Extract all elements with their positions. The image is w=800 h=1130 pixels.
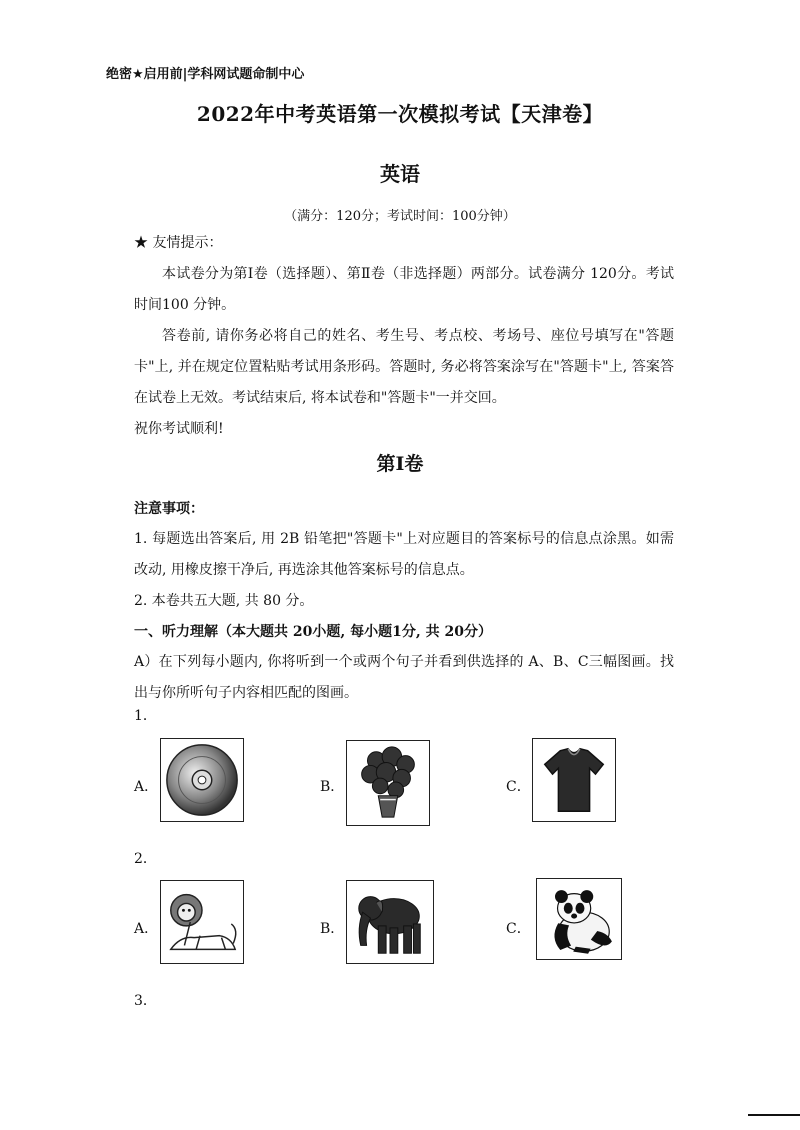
section-title: 第Ⅰ卷 bbox=[376, 453, 424, 475]
option-label: A． bbox=[134, 779, 159, 795]
notice-item-2: 2. 本卷共五大题, 共 80 分。 bbox=[134, 593, 314, 609]
footer-rule bbox=[748, 1114, 800, 1116]
elephant-icon[interactable] bbox=[346, 880, 434, 964]
exam-title: 2022年中考英语第一次模拟考试【天津卷】 bbox=[196, 102, 604, 126]
option-label: C． bbox=[506, 779, 531, 795]
option-label: B． bbox=[320, 779, 345, 795]
option-label: B． bbox=[320, 921, 345, 937]
notice-item-1: 1. 每题选出答案后, 用 2B 铅笔把"答题卡"上对应题目的答案标号的信息点涂黑。如需改动, 用橡皮擦干净后, 再选涂其他答案标号的信息点。 bbox=[134, 531, 674, 578]
t-shirt-icon[interactable] bbox=[532, 738, 616, 822]
question-number: 2． bbox=[134, 851, 157, 867]
tips-wish: 祝你考试顺利! bbox=[134, 421, 224, 437]
question-number: 1． bbox=[134, 708, 157, 724]
option-label: C． bbox=[506, 921, 531, 937]
lion-icon[interactable] bbox=[160, 880, 244, 964]
panda-icon[interactable] bbox=[536, 878, 622, 960]
tips-paragraph-1: 本试卷分为第Ⅰ卷（选择题）、第Ⅱ卷（非选择题）两部分。试卷满分 120分。考试时间100 分钟。 bbox=[134, 266, 674, 313]
notice-heading: 注意事项： bbox=[134, 501, 204, 517]
cd-disc-icon[interactable] bbox=[160, 738, 244, 822]
listening-part-heading: 一、听力理解（本大题共 20小题, 每小题1分, 共 20分） bbox=[134, 624, 492, 640]
question-number: 3． bbox=[134, 993, 157, 1009]
tips-heading: ★ 友情提示： bbox=[134, 235, 223, 251]
tips-paragraph-2: 答卷前, 请你务必将自己的姓名、考生号、考点校、考场号、座位号填写在"答题卡"上, 并在规定位置粘贴考试用条形码。答题时, 务必将答案涂写在"答题卡"上, 答案答在试卷上无效。考试结束后, 将本试卷和"答题卡"一并交回。 bbox=[134, 328, 674, 406]
option-label: A． bbox=[134, 921, 159, 937]
part-a-instruction: A）在下列每小题内, 你将听到一个或两个句子并看到供选择的 A、B、C三幅图画。找出与你所听句子内容相匹配的图画。 bbox=[134, 654, 674, 701]
confidential-header: 绝密★启用前|学科网试题命制中心 bbox=[106, 67, 305, 82]
exam-subject: 英语 bbox=[380, 162, 420, 186]
score-info: （满分：120分；考试时间：100分钟） bbox=[284, 209, 516, 224]
flower-bouquet-icon[interactable] bbox=[346, 740, 430, 826]
